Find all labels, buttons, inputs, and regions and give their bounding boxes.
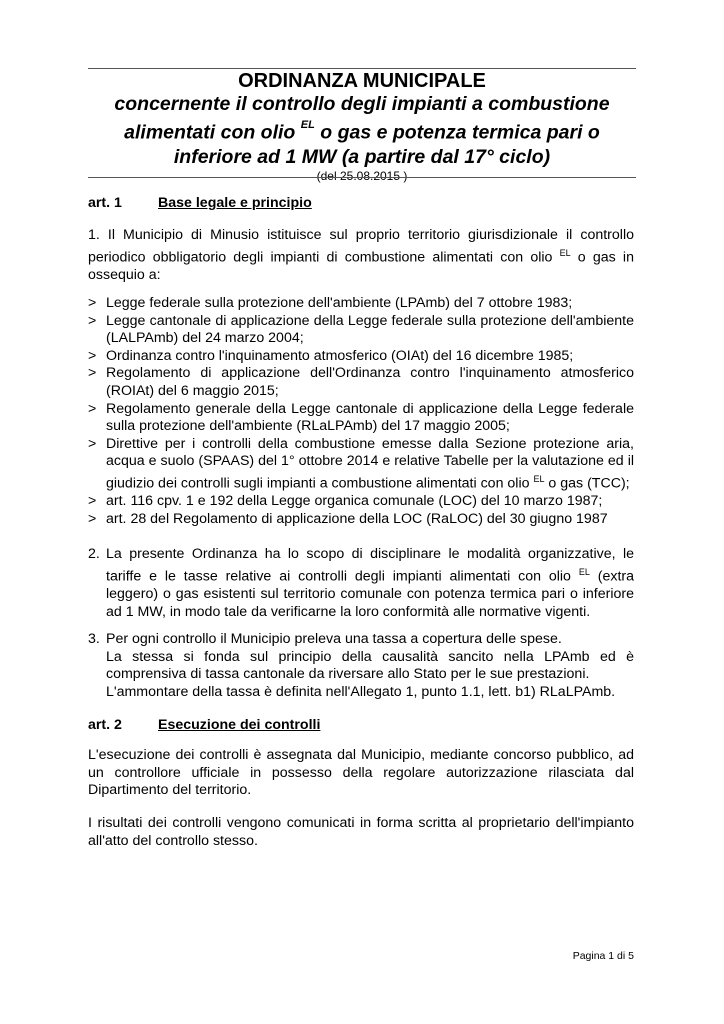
article-1-heading xyxy=(88,194,312,212)
list-item: > Regolamento di applicazione dell'Ordinanza contro l'inquinamento atmosferico (ROIAt) del 6 maggio 2015; xyxy=(88,365,634,399)
document-title: ORDINANZA MUNICIPALE xyxy=(238,70,486,92)
subtitle-superscript: EL xyxy=(300,119,315,131)
document-date: (del 25.08.2015 ) xyxy=(316,168,408,183)
article-2-heading xyxy=(88,716,320,734)
subtitle-line-2-post: o gas e potenza termica pari o xyxy=(320,121,600,144)
article-2-title: Esecuzione dei controlli xyxy=(158,717,321,733)
list-item: > art. 28 del Regolamento di applicazione della LOC (RaLOC) del 30 giugno 1987 xyxy=(88,510,608,527)
article-1-paragraph-1: 1. Il Municipio di Minusio istituisce sul proprio territorio giurisdizionale il controllo periodico obbligatorio degli impianti di combustione alimentati con olio $^{EL}$ o gas in ossequio a: xyxy=(88,227,634,283)
paragraph-2-number: 2. xyxy=(88,546,100,562)
header-top-rule xyxy=(88,68,636,69)
article-1-number: art. 1 xyxy=(88,195,122,211)
list-item: > art. 116 cpv. 1 e 192 della Legge organica comunale (LOC) del 10 marzo 1987; xyxy=(88,493,603,510)
document-subtitle xyxy=(88,92,636,169)
list-item: > Direttive per i controlli della combustione emesse dalla Sezione protezione aria, acqua e suolo (SPAAS) del 1° ottobre 2014 e relative Tabelle per la valutazione ed il giudizio dei controlli sugli impianti a combustione alimentati con olio $^{EL}$ o gas (TCC); xyxy=(88,435,634,492)
legal-basis-list xyxy=(88,295,634,528)
page-number: Pagina 1 di 5 xyxy=(572,950,634,962)
subtitle-line-2-pre: alimentati con olio xyxy=(124,121,296,144)
header-bottom-rule xyxy=(88,177,636,178)
article-2-paragraph-2: I risultati dei controlli vengono comunicati in forma scritta al proprietario dell'impianto all'atto del controllo stesso. xyxy=(88,815,634,849)
list-item: > Legge federale sulla protezione dell'ambiente (LPAmb) del 7 ottobre 1983; xyxy=(88,295,573,311)
document-header xyxy=(88,70,636,183)
subtitle-line-2 xyxy=(88,116,636,145)
list-item: > Ordinanza contro l'inquinamento atmosferico (OIAt) del 16 dicembre 1985; xyxy=(88,347,574,364)
article-1-paragraph-3: 3. Per ogni controllo il Municipio preleva una tassa a copertura delle spese. La stessa si fonda sul principio della causalità sancito nella LPAmb ed è comprensiva di tassa cantonale da riversare allo Stato per le sue prestazioni. L'ammontare della tassa è definita nell'Allegato 1, punto 1.1, lett. b1) RLaLPAmb. xyxy=(88,631,634,700)
subtitle-line-1: concernente il controllo degli impianti a combustione xyxy=(114,93,610,115)
list-item: > Legge cantonale di applicazione della Legge federale sulla protezione dell'ambiente (LALPAmb) del 24 marzo 2004; xyxy=(88,312,634,347)
article-2-number: art. 2 xyxy=(88,717,122,733)
subtitle-line-3: inferiore ad 1 MW (a partire dal 17° ciclo) xyxy=(173,145,551,168)
paragraph-1-number: 1. xyxy=(88,227,100,243)
list-item: > Regolamento generale della Legge cantonale di applicazione della Legge federale sulla protezione dell'ambiente (RLaLPAmb) del 17 maggio 2005; xyxy=(88,400,634,435)
paragraph-3-number: 3. xyxy=(88,631,100,647)
article-2-paragraph-1: L'esecuzione dei controlli è assegnata dal Municipio, mediante concorso pubblico, ad un controllore ufficiale in possesso della regolare autorizzazione rilasciata dal Dipartimento del territorio. xyxy=(88,747,634,799)
article-1-title: Base legale e principio xyxy=(158,195,312,211)
article-1-paragraph-2: 2. La presente Ordinanza ha lo scopo di disciplinare le modalità organizzative, le tariffe e le tasse relative ai controlli degli impianti alimentati con olio $^{EL}$ (extra leggero) o gas esistenti sul territorio comunale con potenza termica pari o inferiore ad 1 MW, in modo tale da verificarne la loro conformità alle normative vigenti. xyxy=(88,546,634,620)
